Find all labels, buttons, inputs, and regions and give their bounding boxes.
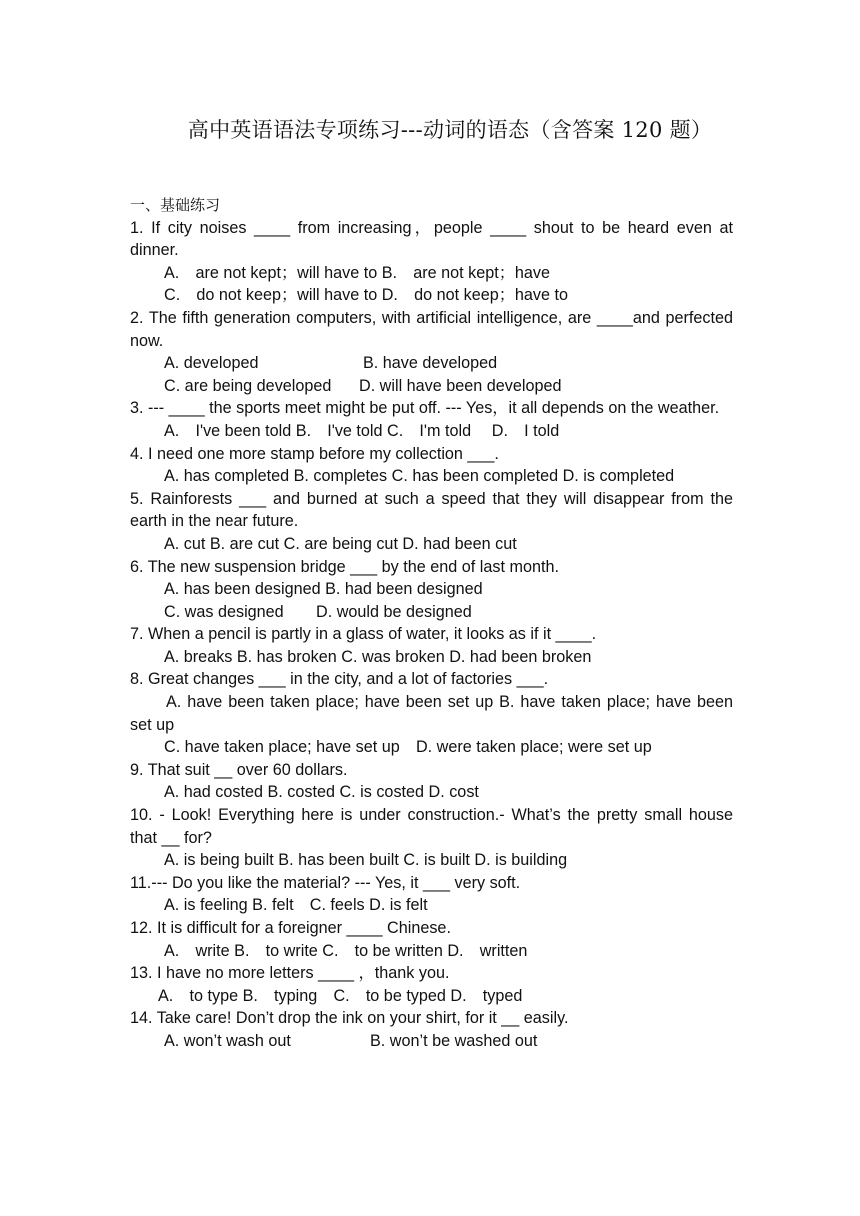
question-1-options-a-b: A. are not kept；will have to B. are not kept；have [164,263,550,282]
question-5: 5. Rainforests ___ and burned at such a speed that they will disappear from the earth in the near future. [130,489,733,531]
question-3-options: A. I've been told B. I've told C. I'm told D. I told [164,421,560,440]
question-7-options: A. breaks B. has broken C. was broken D. had been broken [164,647,592,666]
question-10: 10. - Look! Everything here is under construction.- What’s the pretty small house that __ for? [130,806,733,847]
question-8: 8. Great changes ___ in the city, and a lot of factories ___. [130,670,549,689]
question-14: 14. Take care! Don’t drop the ink on your shirt, for it __ easily. [130,1009,569,1028]
question-2: 2. The fifth generation computers, with artificial intelligence, are ____and perfected now. [130,308,733,350]
question-13: 13. I have no more letters ____ ，thank you. [130,964,450,983]
question-3: 3. --- ____ the sports meet might be put off. --- Yes，it all depends on the weather. [130,399,720,418]
question-6-options-c-d: C. was designed D. would be designed [164,602,472,621]
question-14-option-b: B. won’t be washed out [370,1031,538,1050]
question-2-option-a: A. developed [164,354,259,373]
question-9-options: A. had costed B. costed C. is costed D. cost [164,783,479,802]
document-title: 高中英语语法专项练习---动词的语态（含答案 120 题） [187,118,713,142]
question-8-options-c-d: C. have taken place; have set up D. were taken place; were set up [164,738,652,757]
document-body [130,194,733,1053]
question-2-option-c: C. are being developed [164,376,332,395]
question-12: 12. It is difficult for a foreigner ____ Chinese. [130,919,451,937]
question-5-options: A. cut B. are cut C. are being cut D. had been cut [164,534,517,553]
question-8-options-a-b: A. have been taken place; have been set up B. have taken place; have been set up [130,693,733,734]
question-6-options-a-b: A. has been designed B. had been designed [164,580,483,599]
question-10-options: A. is being built B. has been built C. is built D. is building [164,851,568,870]
question-9: 9. That suit __ over 60 dollars. [130,760,348,779]
question-4: 4. I need one more stamp before my collection ___. [130,444,499,463]
question-2-options-c-d [130,375,733,398]
question-1-options-c-d: C. do not keep；will have to D. do not keep；have to [164,286,569,305]
question-4-options: A. has completed B. completes C. has been completed D. is completed [164,467,675,486]
question-2-option-b: B. have developed [363,354,498,373]
question-11: 11.--- Do you like the material? --- Yes, it ___ very soft. [130,873,521,892]
question-14-option-a: A. won’t wash out [164,1031,291,1050]
question-7: 7. When a pencil is partly in a glass of water, it looks as if it ____. [130,625,597,644]
question-2-options-a-b [130,352,733,375]
question-12-options: A. write B. to write C. to be written D. written [164,941,528,960]
section-heading: 一、基础练习 [130,196,221,214]
question-14-options-a-b [130,1030,733,1053]
question-1: 1. If city noises ____ from increasing，people ____ shout to be heard even at dinner. [130,218,733,260]
question-2-option-d: D. will have been developed [359,376,562,395]
question-13-options: A. to type B. typing C. to be typed D. typed [158,986,523,1005]
question-11-options: A. is feeling B. felt C. feels D. is felt [164,896,428,915]
question-6: 6. The new suspension bridge ___ by the end of last month. [130,557,559,576]
